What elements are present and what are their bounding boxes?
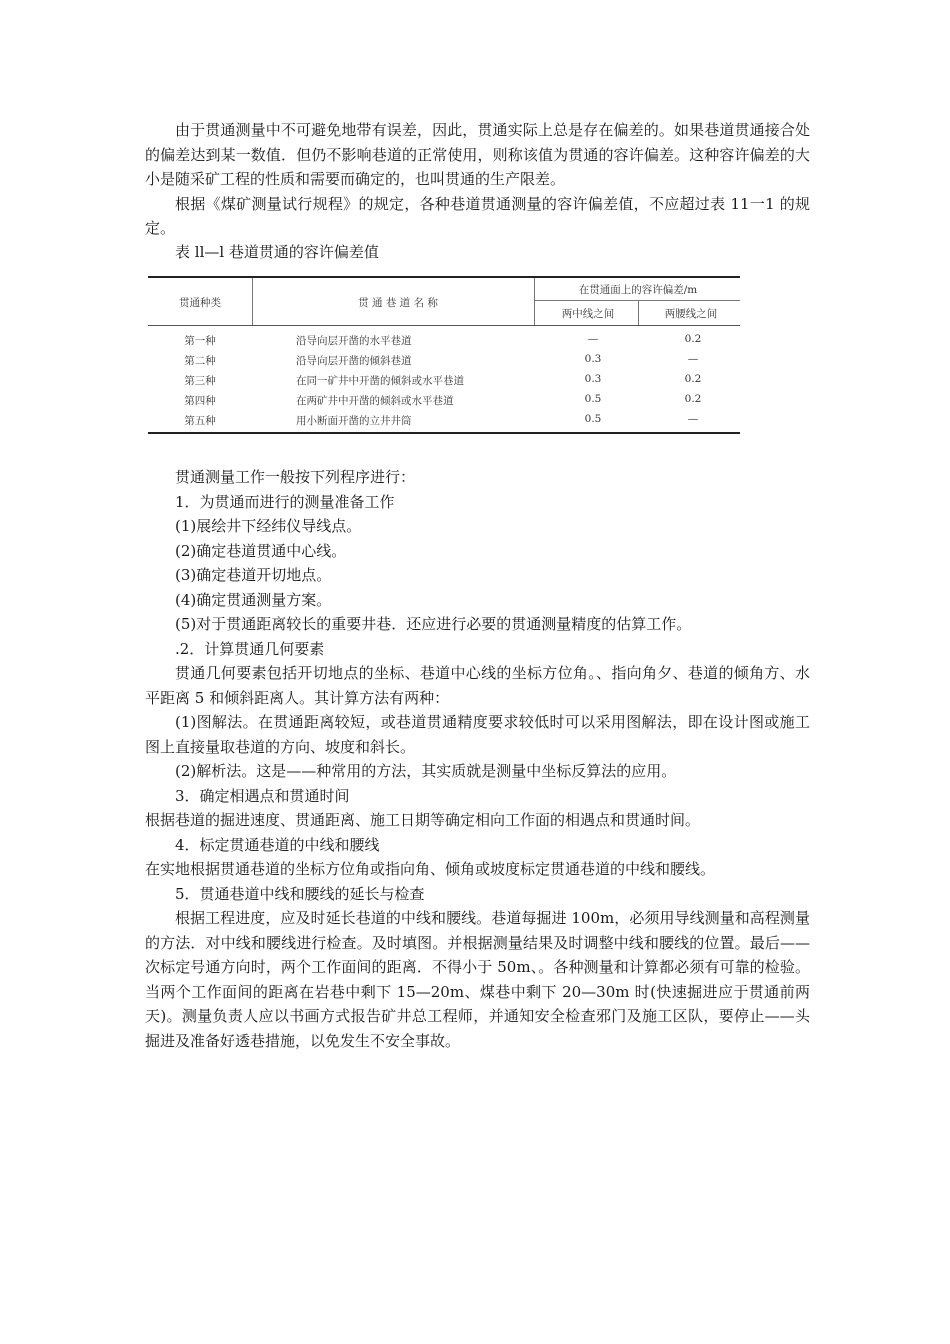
- header-type: 贯通种类: [179, 297, 221, 309]
- tolerance-table: [148, 270, 740, 436]
- header-name: 贯 通 巷 道 名 称: [358, 297, 438, 309]
- cell-name: 在两矿井中开凿的倾斜或水平巷道: [296, 395, 454, 407]
- cell-waist: 0.2: [684, 373, 702, 385]
- cell-type: 第一种: [184, 335, 216, 347]
- body-heading: 4．标定贯通巷道的中线和腰线: [175, 835, 380, 854]
- header-center-lines: 两中线之间: [561, 308, 615, 320]
- body-line: 贯通测量工作一般按下列程序进行：: [175, 468, 416, 486]
- body-item: (4)确定贯通测量方案。: [175, 590, 332, 609]
- body-paragraph: (1)图解法。在贯通距离较短，或巷道贯通精度要求较低时可以采用图解法，即在设计图或施工图上直接量取巷道的方向、坡度和斜长。: [145, 713, 810, 756]
- body-heading: 3．确定相遇点和贯通时间: [175, 786, 350, 805]
- body-heading: .2．计算贯通几何要素: [175, 639, 325, 658]
- table-row: [148, 370, 740, 390]
- cell-type: 第五种: [184, 415, 216, 427]
- body-paragraph: (2)解析法。这是——种常用的方法，其实质就是测量中坐标反算法的应用。: [175, 762, 677, 780]
- table-row: [148, 330, 740, 350]
- cell-name: 沿导向层开凿的倾斜巷道: [296, 355, 412, 367]
- body-paragraph: 根据巷道的掘进速度、贯通距离、施工日期等确定相向工作面的相遇点和贯通时间。: [145, 811, 701, 829]
- cell-waist: —: [687, 353, 699, 365]
- table-bottom-rule: [148, 432, 740, 434]
- cell-waist: 0.2: [684, 393, 702, 405]
- cell-type: 第四种: [184, 395, 216, 407]
- table-sub-header-rule: [534, 300, 740, 301]
- table-divider: [534, 278, 535, 325]
- body-item: (1)展绘井下经纬仪导线点。: [175, 517, 362, 535]
- cell-center: 0.3: [584, 353, 602, 365]
- procedure-section: [145, 465, 810, 1053]
- body-paragraph: 在实地根据贯通巷道的坐标方位角或指向角、倾角或坡度标定贯通巷道的中线和腰线。: [145, 860, 716, 878]
- cell-name: 在同一矿井中开凿的倾斜或水平巷道: [296, 375, 464, 387]
- cell-waist: —: [687, 413, 699, 425]
- cell-center: 0.5: [584, 413, 602, 425]
- table-row: [148, 410, 740, 430]
- cell-name: 用小断面开凿的立井井筒: [296, 415, 412, 427]
- table-divider: [638, 301, 639, 325]
- body-paragraph: 根据工程进度，应及时延长巷道的中线和腰线。巷道每掘进 100m，必须用导线测量和高程测量的方法．对中线和腰线进行检查。及时填图。并根据测量结果及时调整中线和腰线的位置。最后——次标定号通方向时，两个工作面间的距离．不得小于 50m、。各种测量和计算都必须有可靠的检验。当两个工作面间的距离在岩巷中剩下 15—20m、煤巷中剩下 20—30m 时(快速掘进应于贯通前两天)。测量负责人应以书画方式报告矿井总工程师，并通知安全检查邪门及施工区队，要停止——头掘进及准备好透巷措施，以免发生不安全事故。: [145, 909, 810, 1050]
- cell-type: 第二种: [184, 355, 216, 367]
- cell-center: 0.5: [584, 393, 602, 405]
- body-item: (5)对于贯通距离较长的重要井巷．还应进行必要的贯通测量精度的估算工作。: [175, 615, 692, 633]
- cell-waist: 0.2: [684, 333, 702, 345]
- table-top-rule: [148, 276, 740, 278]
- body-item: (2)确定巷道贯通中心线。: [175, 541, 347, 560]
- table-divider: [252, 278, 253, 325]
- table-row: [148, 390, 740, 410]
- table-row: [148, 350, 740, 370]
- intro-section: [145, 118, 810, 241]
- table-header-rule: [148, 325, 740, 326]
- cell-name: 沿导向层开凿的水平巷道: [296, 335, 412, 347]
- body-paragraph: 贯通几何要素包括开切地点的坐标、巷道中心线的坐标方位角。、指向角夕、巷道的倾角方、水平距离 5 和倾斜距离人。其计算方法有两种：: [145, 664, 810, 707]
- cell-type: 第三种: [184, 375, 216, 387]
- body-heading: 5．贯通巷道中线和腰线的延长与检查: [175, 884, 425, 903]
- header-waist-lines: 两腰线之间: [664, 308, 718, 320]
- cell-center: —: [587, 333, 599, 345]
- cell-center: 0.3: [584, 373, 602, 385]
- intro-paragraph-2: 根据《煤矿测量试行规程》的规定，各种巷道贯通测量的容许偏差值，不应超过表 11一1 的规定。: [145, 194, 810, 237]
- header-tolerance-group: 在贯通面上的容许偏差/m: [578, 284, 698, 296]
- body-item: (3)确定巷道开切地点。: [175, 566, 332, 584]
- table-caption: 表 ll—l 巷道贯通的容许偏差值: [175, 243, 379, 261]
- body-heading: 1．为贯通而进行的测量准备工作: [175, 492, 395, 511]
- intro-paragraph-1: 由于贯通测量中不可避免地带有误差，因此，贯通实际上总是存在偏差的。如果巷道贯通接合处的偏差达到某一数值．但仍不影响巷道的正常使用，则称该值为贯通的容许偏差。这种容许偏差的大小是随采矿工程的性质和需要而确定的，也叫贯通的生产限差。: [145, 121, 810, 188]
